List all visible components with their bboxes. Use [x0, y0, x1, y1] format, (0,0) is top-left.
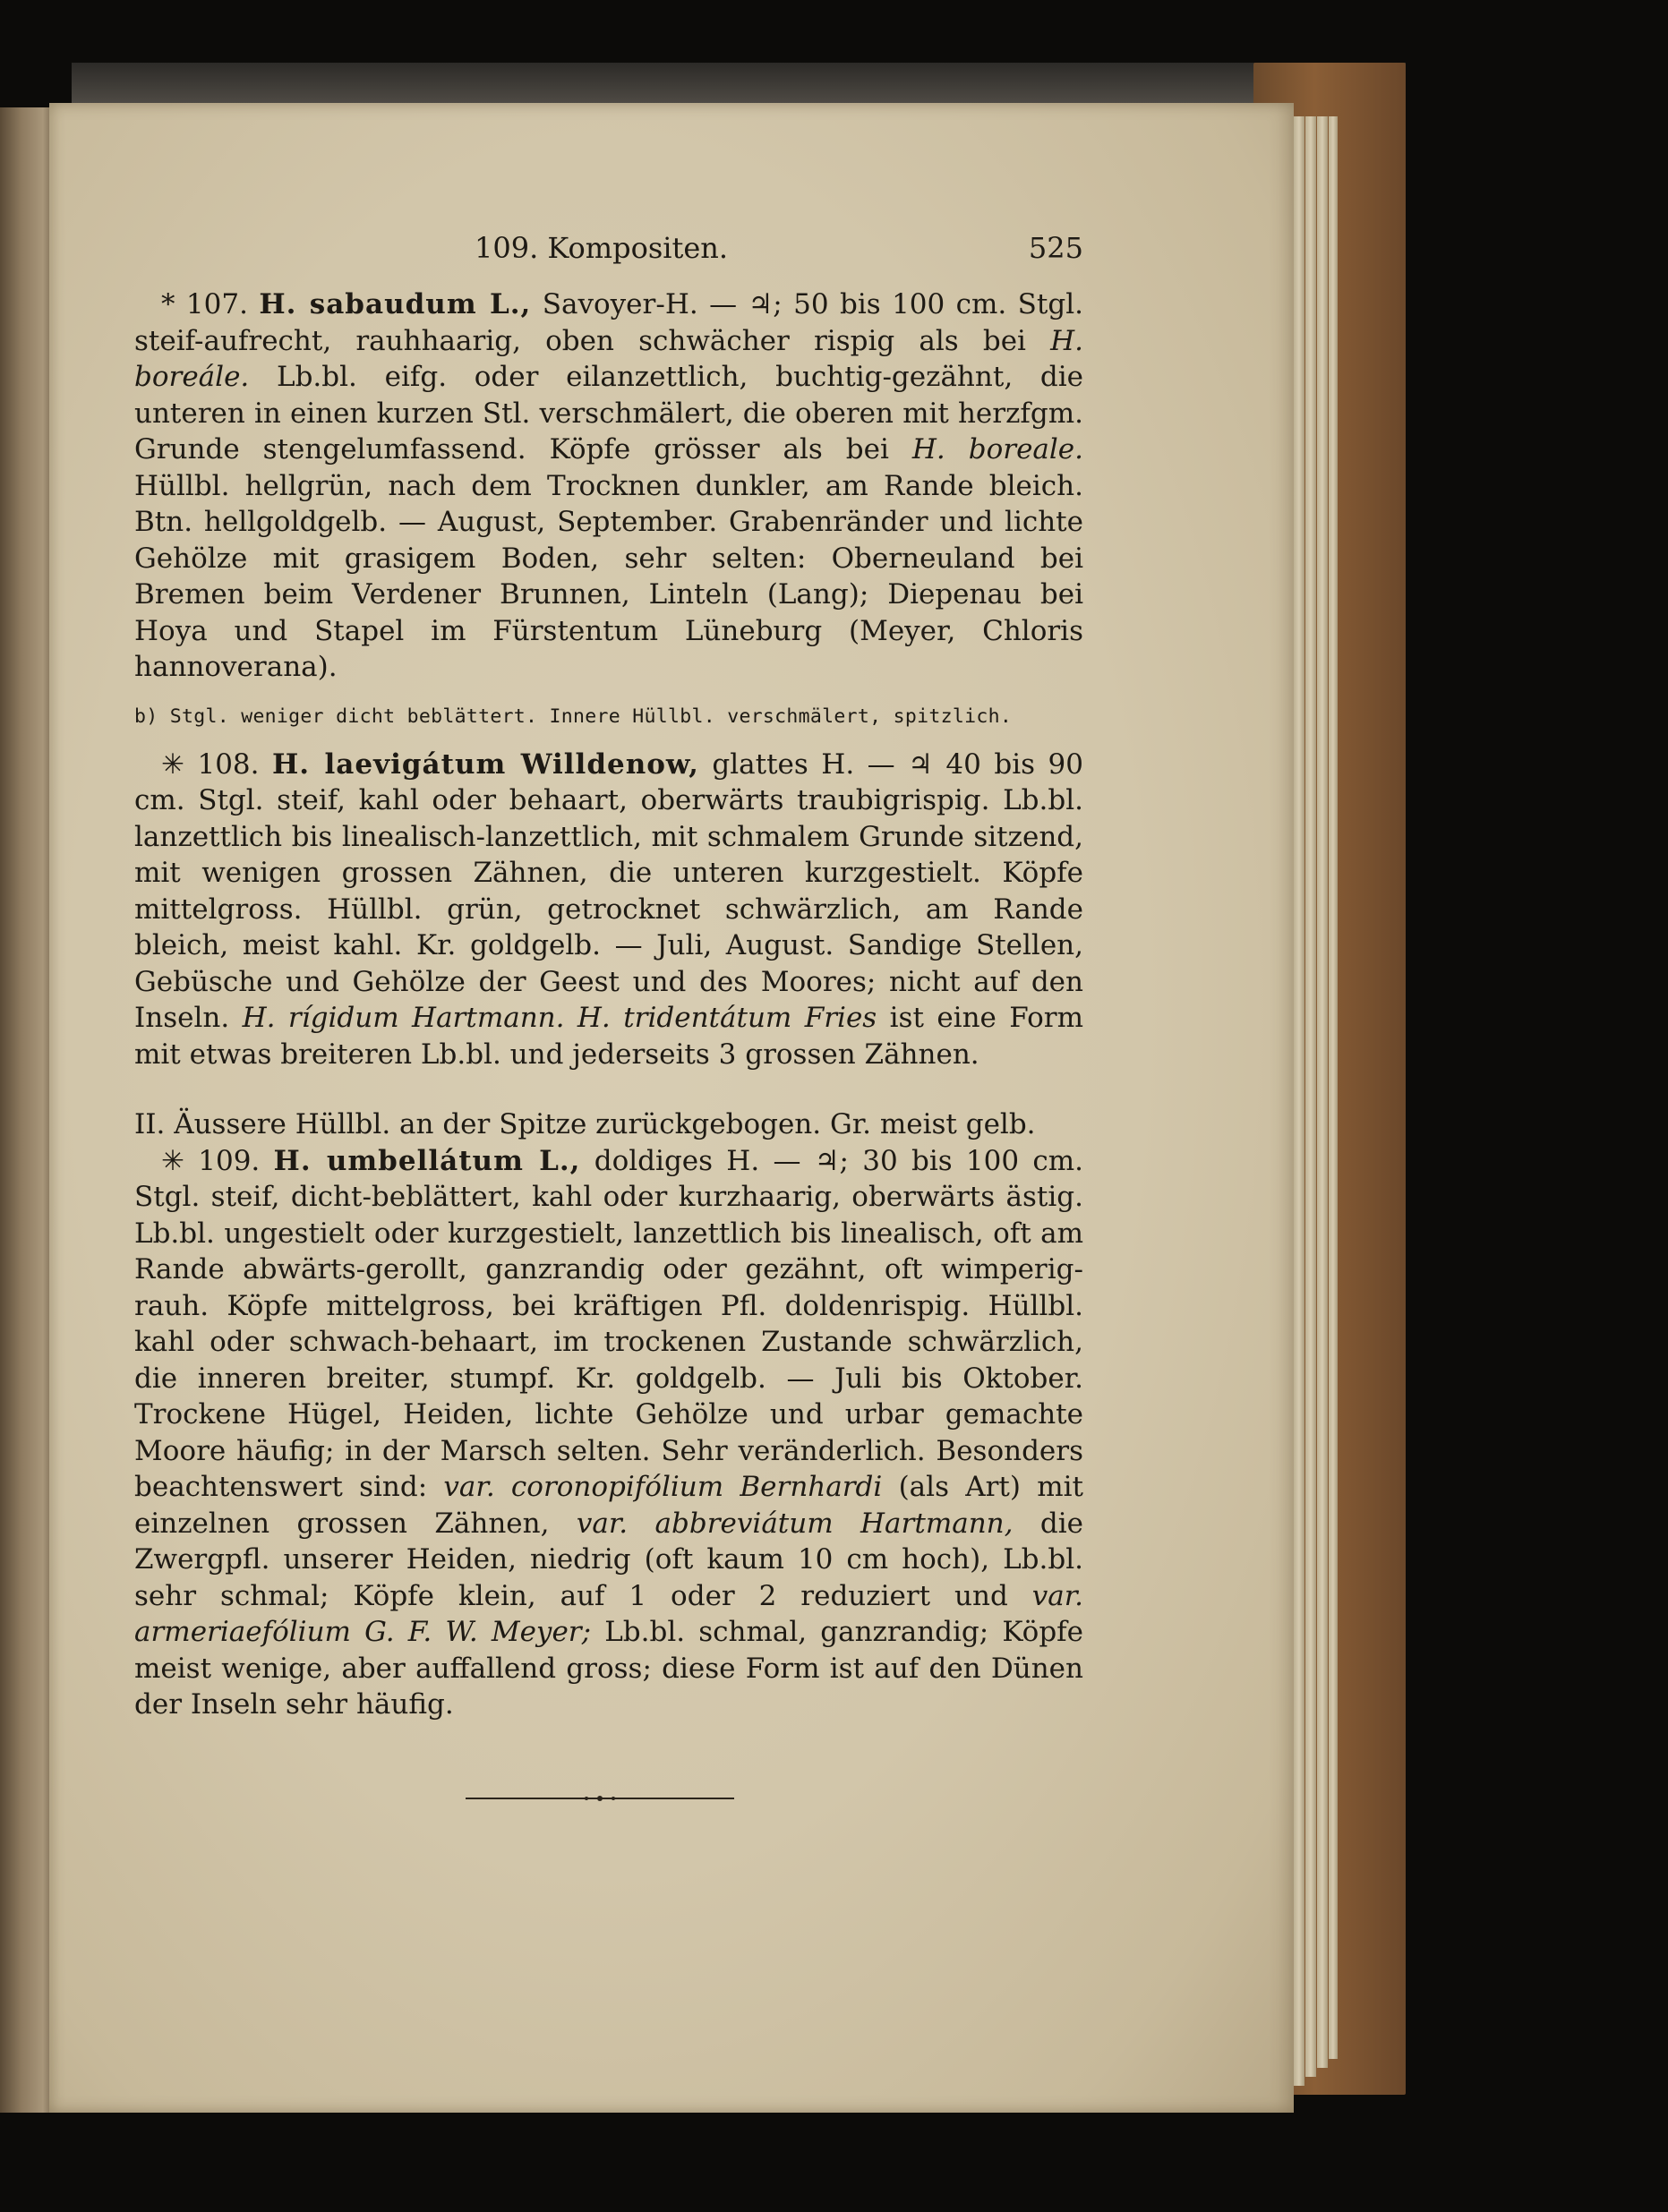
entry-text: glattes H. — ♃ 40 bis 90 cm. Stgl. steif, kahl oder behaart, oberwärts traubigrispig. Lb.bl. lanzettlich bis linealisch-lanzettlich, mit schmalem Grunde sitzend, mit wenigen grossen Zähnen, die unteren kurzgestielt. Köpfe mittelgross. Hüllbl. grün, getrocknet schwärzlich, am Rande bleich, meist kahl. Kr. goldgelb. — Juli, August. Sandige Stellen, Gebüsche und Gehölze der Geest und des Moores; nicht auf den Inseln.: [134, 747, 1083, 1034]
italic-ref: H. boreále.: [134, 324, 1083, 393]
entry-109: [134, 1143, 1083, 1723]
species-name: H. sabaudum L.,: [259, 288, 532, 320]
entry-marker: *: [161, 288, 186, 320]
page-number: 525: [1028, 231, 1083, 265]
entry-text: Lb.bl. schmal, ganzrandig; Köpfe meist wenige, aber auffallend gross; diese Form ist auf den Dünen der Inseln sehr häufig.: [134, 1616, 1083, 1721]
entry-text: Lb.bl. eifg. oder eilanzettlich, buchtig-gezähnt, die unteren in einen kurzen Stl. verschmälert, die oberen mit herzfgm. Grunde stengelumfassend. Köpfe grösser als bei: [134, 361, 1083, 465]
entry-text: Hüllbl. hellgrün, nach dem Trocknen dunkler, am Rande bleich. Btn. hellgoldgelb. — August, September. Grabenränder und lichte Gehölze mit grasigem Boden, sehr selten: Oberneuland bei Bremen beim Verdener Brunnen, Linteln (Lang); Diepenau bei Hoya und Stapel im Fürstentum Lüneburg (Meyer, Chloris hannoverana).: [134, 469, 1083, 683]
subsection-heading: b) Stgl. weniger dicht beblättert. Innere Hüllbl. verschmälert, spitzlich.: [134, 705, 1013, 728]
page-stack-edge: [1317, 116, 1328, 2068]
species-name: H. umbellátum L.,: [273, 1144, 581, 1177]
italic-ref: H. boreale.: [911, 433, 1084, 465]
entry-marker: ✳: [161, 747, 198, 781]
entry-107: [134, 286, 1083, 686]
left-page-edge: [0, 107, 54, 2113]
ornament-dot: [597, 1796, 603, 1801]
entry-marker: ✳: [161, 1144, 199, 1177]
entry-text: Savoyer-H. — ♃; 50 bis 100 cm. Stgl. steif-aufrecht, rauhhaarig, oben schwächer rispig als bei: [134, 288, 1083, 357]
entry-text: (als Art) mit einzelnen grossen Zähnen,: [134, 1471, 1083, 1540]
italic-ref: var. armeriaefólium G. F. W. Meyer;: [134, 1579, 1083, 1648]
species-name: H. laevigátum Willdenow,: [271, 747, 699, 781]
chapter-title: 109. Kompositen.: [475, 231, 729, 265]
page-stack-edge: [1329, 116, 1338, 2059]
italic-ref: var. abbreviátum Hartmann,: [576, 1507, 1014, 1540]
entry-number: 107.: [185, 288, 260, 320]
end-ornament: [466, 1794, 734, 1803]
ornament-dot: [612, 1797, 615, 1800]
entry-number: 108.: [197, 747, 272, 781]
italic-ref: H. rígidum Hartmann. H. tridentátum Fries: [242, 1002, 877, 1034]
entry-text: ist eine Form mit etwas breiteren Lb.bl. und jederseits 3 grossen Zähnen.: [134, 1002, 1083, 1071]
entry-text: die Zwergpfl. unserer Heiden, niedrig (oft kaum 10 cm hoch), Lb.bl. sehr schmal; Köpfe klein, auf 1 oder 2 reduziert und: [134, 1507, 1083, 1612]
italic-ref: var. coronopifólium Bernhardi: [443, 1471, 883, 1503]
ornament-dot: [585, 1797, 588, 1800]
entry-text: doldiges H. — ♃; 30 bis 100 cm. Stgl. steif, dicht-beblättert, kahl oder kurzhaarig, oberwärts ästig. Lb.bl. ungestielt oder kurzgestielt, lanzettlich bis linealisch, oft am Rande abwärts-gerollt, ganzrandig oder gezähnt, oft wimperig-rauh. Köpfe mittelgross, bei kräftigen Pfl. doldenrispig. Hüllbl. kahl oder schwach-behaart, im trockenen Zustande schwärzlich, die inneren breiter, stumpf. Kr. goldgelb. — Juli bis Oktober. Trockene Hügel, Heiden, lichte Gehölze und urbar gemachte Moore häufig; in der Marsch selten. Sehr veränderlich. Besonders beachtenswert sind:: [134, 1144, 1083, 1503]
page-body: [134, 286, 1083, 1723]
entry-108: [134, 747, 1083, 1073]
section-heading-ii: II. Äussere Hüllbl. an der Spitze zurückgebogen. Gr. meist gelb.: [134, 1108, 1036, 1140]
page-stack-edge: [1305, 116, 1316, 2077]
entry-number: 109.: [198, 1144, 274, 1177]
page-stack-edge: [1294, 116, 1304, 2086]
